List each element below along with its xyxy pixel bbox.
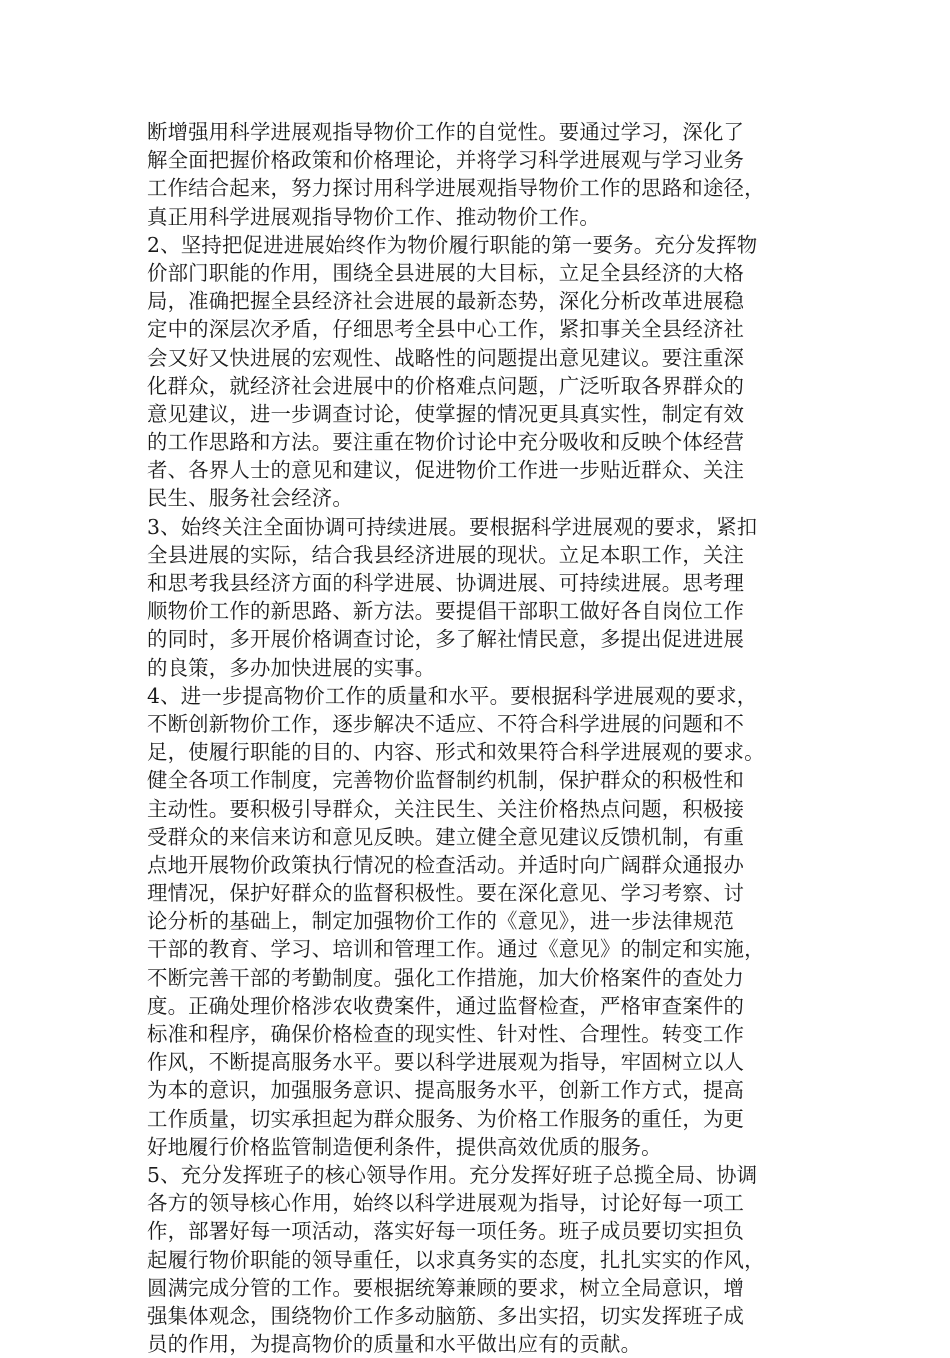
text-line: 解全面把握价格政策和价格理论，并将学习科学进展观与学习业务 <box>147 148 745 173</box>
body-text <box>147 118 812 1358</box>
text-line: 度。正确处理价格涉农收费案件，通过监督检查，严格审查案件的 <box>147 993 745 1018</box>
text-line: 全县进展的实际，结合我县经济进展的现状。立足本职工作，关注 <box>147 542 745 567</box>
text-line: 者、各界人士的意见和建议，促进物价工作进一步贴近群众、关注 <box>147 458 745 483</box>
text-line: 作风，不断提高服务水平。要以科学进展观为指导，牢固树立以人 <box>147 1050 745 1075</box>
text-line: 起履行物价职能的领导重任，以求真务实的态度，扎扎实实的作风， <box>147 1247 765 1272</box>
text-line: 标准和程序，确保价格检查的现实性、针对性、合理性。转变工作 <box>147 1022 745 1046</box>
text-line: 意见建议，进一步调查讨论，使掌握的情况更具真实性，制定有效 <box>147 401 745 426</box>
text-line: 化群众，就经济社会进展中的价格难点问题，广泛听取各界群众的 <box>147 373 745 398</box>
text-line: 受群众的来信来访和意见反映。建立健全意见建议反馈机制，有重 <box>147 824 745 849</box>
text-line: 理情况，保护好群众的监督积极性。要在深化意见、学习考察、讨 <box>147 881 745 906</box>
text-line: 作，部署好每一项活动，落实好每一项任务。班子成员要切实担负 <box>147 1219 745 1244</box>
text-line: 工作结合起来，努力探讨用科学进展观指导物价工作的思路和途径， <box>147 176 765 201</box>
text-line: 断增强用科学进展观指导物价工作的自觉性。要通过学习，深化了 <box>147 120 745 144</box>
text-line: 的同时，多开展价格调查讨论，多了解社情民意，多提出促进进展 <box>147 627 745 652</box>
text-line: 为本的意识，加强服务意识、提高服务水平，创新工作方式，提高 <box>147 1078 745 1103</box>
text-line: 真正用科学进展观指导物价工作、推动物价工作。 <box>147 204 600 229</box>
text-line: 工作质量，切实承担起为群众服务、为价格工作服务的重任，为更 <box>147 1106 745 1131</box>
text-line: 点地开展物价政策执行情况的检查活动。并适时向广阔群众通报办 <box>147 852 745 877</box>
text-line: 论分析的基础上，制定加强物价工作的《意见》，进一步法律规范 <box>147 909 734 934</box>
text-line: 的工作思路和方法。要注重在物价讨论中充分吸收和反映个体经营 <box>147 430 745 455</box>
text-line: 顺物价工作的新思路、新方法。要提倡干部职工做好各自岗位工作 <box>147 599 745 624</box>
text-line: 健全各项工作制度，完善物价监督制约机制，保护群众的积极性和 <box>147 768 745 793</box>
text-line: 圆满完成分管的工作。要根据统筹兼顾的要求，树立全局意识，增 <box>147 1275 745 1300</box>
text-line: 5、充分发挥班子的核心领导作用。充分发挥好班子总揽全局、协调 <box>147 1162 758 1187</box>
text-line: 足，使履行职能的目的、内容、形式和效果符合科学进展观的要求。 <box>147 740 765 765</box>
text-line: 4、进一步提高物价工作的质量和水平。要根据科学进展观的要求， <box>147 683 758 708</box>
text-line: 的良策，多办加快进展的实事。 <box>147 655 436 680</box>
text-line: 价部门职能的作用，围绕全县进展的大目标，立足全县经济的大格 <box>147 260 745 285</box>
text-line: 主动性。要积极引导群众，关注民生、关注价格热点问题，积极接 <box>147 796 745 821</box>
text-line: 定中的深层次矛盾，仔细思考全县中心工作，紧扣事关全县经济社 <box>147 317 745 342</box>
text-line: 好地履行价格监管制造便利条件，提供高效优质的服务。 <box>147 1134 662 1159</box>
text-line: 强集体观念，围绕物价工作多动脑筋、多出实招，切实发挥班子成 <box>147 1303 745 1328</box>
text-line: 2、坚持把促进进展始终作为物价履行职能的第一要务。充分发挥物 <box>147 232 758 257</box>
text-line: 员的作用，为提高物价的质量和水平做出应有的贡献。 <box>147 1332 642 1357</box>
text-line: 局，准确把握全县经济社会进展的最新态势，深化分析改革进展稳 <box>147 289 745 314</box>
text-line: 不断完善干部的考勤制度。强化工作措施，加大价格案件的查处力 <box>147 965 745 990</box>
text-line: 各方的领导核心作用，始终以科学进展观为指导，讨论好每一项工 <box>147 1191 745 1216</box>
text-line: 民生、服务社会经济。 <box>147 486 353 511</box>
text-line: 和思考我县经济方面的科学进展、协调进展、可持续进展。思考理 <box>147 571 745 595</box>
text-line: 干部的教育、学习、培训和管理工作。通过《意见》的制定和实施， <box>147 937 765 962</box>
text-line: 不断创新物价工作，逐步解决不适应、不符合科学进展的问题和不 <box>147 711 745 736</box>
text-line: 3、始终关注全面协调可持续进展。要根据科学进展观的要求，紧扣 <box>147 514 758 539</box>
text-line: 会又好又快进展的宏观性、战略性的问题提出意见建议。要注重深 <box>147 345 745 370</box>
